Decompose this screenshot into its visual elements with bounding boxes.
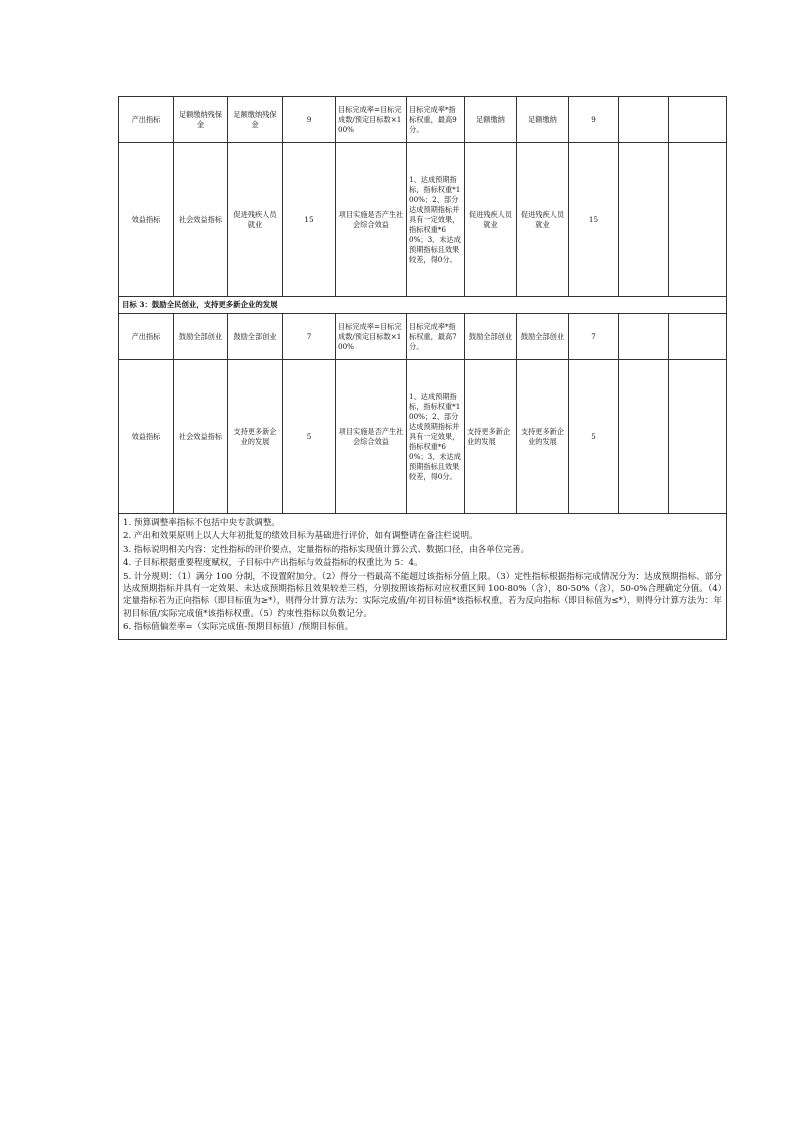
notes-cell	[119, 514, 727, 640]
score-value: 7	[569, 314, 619, 360]
level1-indicator: 效益指标	[119, 360, 174, 514]
level2-indicator: 足额缴纳残保金	[174, 97, 228, 143]
target-value: 支持更多新企业的发展	[465, 360, 517, 514]
remark-cell	[669, 360, 727, 514]
indicator-weight: 15	[283, 143, 336, 297]
level3-indicator: 促进残疾人员就业	[228, 143, 283, 297]
actual-value: 鼓励全部创业	[517, 314, 569, 360]
score-value: 9	[569, 97, 619, 143]
performance-table-page	[118, 96, 726, 640]
empty-cell	[619, 143, 669, 297]
remark-cell	[669, 314, 727, 360]
scoring-rule: 目标完成率*指标权重，最高7分。	[407, 314, 465, 360]
target-value: 鼓励全部创业	[465, 314, 517, 360]
note-item: 3. 指标说明相关内容：定性指标的评价要点，定量指标的指标实现值计算公式、数据口径，由各单位完善。	[123, 544, 530, 555]
level1-indicator: 产出指标	[119, 314, 174, 360]
level3-indicator: 鼓励全部创业	[228, 314, 283, 360]
score-value: 15	[569, 143, 619, 297]
performance-indicator-table	[118, 96, 727, 640]
remark-cell	[669, 97, 727, 143]
target-value: 促进残疾人员就业	[465, 143, 517, 297]
note-item: 1. 预算调整率指标不包括中央专款调整。	[123, 518, 281, 528]
empty-cell	[619, 314, 669, 360]
indicator-weight: 7	[283, 314, 336, 360]
note-item: 2. 产出和效果原则上以人大年初批复的绩效目标为基础进行评价，如有调整请在备注栏说明。	[123, 531, 478, 542]
level1-indicator: 产出指标	[119, 97, 174, 143]
remark-cell	[669, 143, 727, 297]
level2-indicator: 鼓励全部创业	[174, 314, 228, 360]
indicator-weight: 9	[283, 97, 336, 143]
notes-row	[119, 514, 727, 640]
indicator-method: 项目实施是否产生社会综合效益	[336, 360, 407, 514]
empty-cell	[619, 360, 669, 514]
table-row	[119, 360, 727, 514]
note-item: 4. 子目标根据重要程度赋权，子目标中产出指标与效益指标的权重比为 5：4。	[123, 558, 423, 569]
indicator-method: 目标完成率=目标完成数/预定目标数×100%	[336, 314, 407, 360]
actual-value: 支持更多新企业的发展	[517, 360, 569, 514]
actual-value: 足额缴纳	[517, 97, 569, 143]
scoring-rule: 1、达成预期指标，指标权重*100%；2、部分达成预期指标并具有一定效果，指标权重*60%；3、未达成预期指标且效果较差，得0分。	[407, 143, 465, 297]
target-value: 足额缴纳	[465, 97, 517, 143]
note-item: 6. 指标值偏差率=（实际完成值-预期目标值）/预期目标值。	[123, 622, 354, 633]
table-row	[119, 314, 727, 360]
goal-title: 目标 3：鼓励全民创业，支持更多新企业的发展	[119, 297, 727, 314]
level2-indicator: 社会效益指标	[174, 360, 228, 514]
score-value: 5	[569, 360, 619, 514]
level1-indicator: 效益指标	[119, 143, 174, 297]
scoring-rule: 目标完成率*指标权重，最高9分。	[407, 97, 465, 143]
indicator-method: 目标完成率=目标完成数/预定目标数×100%	[336, 97, 407, 143]
scoring-rule: 1、达成预期指标，指标权重*100%；2、部分达成预期指标并具有一定效果，指标权重*60%；3、未达成预期指标且效果较差，得0分。	[407, 360, 465, 514]
table-row	[119, 143, 727, 297]
table-row	[119, 97, 727, 143]
level3-indicator: 支持更多新企业的发展	[228, 360, 283, 514]
level2-indicator: 社会效益指标	[174, 143, 228, 297]
empty-cell	[619, 97, 669, 143]
indicator-method: 项目实施是否产生社会综合效益	[336, 143, 407, 297]
note-item: 5. 计分规则：（1）满分 100 分制，不设置附加分。（2）得分一档最高不能超过该指标分值上限。（3）定性指标根据指标完成情况分为：达成预期指标、部分达成预期指标并具有一定效果、未达成预期指标且效果较差三档，分别按照该指标对应权重区间 100-80%（含），80-50%（含），50-0%合理确定分值。（4）定量指标若为正向指标（即目标值为≥*），则得分计算方法为：实际完成值/年初目标值*该指标权重，若为反向指标（即目标值为≤*），则得分计算方法为：年初目标值/实际完成值*该指标权重。（5）约束性指标以负数记分。	[123, 571, 722, 619]
actual-value: 促进残疾人员就业	[517, 143, 569, 297]
level3-indicator: 足额缴纳残保金	[228, 97, 283, 143]
goal-row	[119, 297, 727, 314]
indicator-weight: 5	[283, 360, 336, 514]
